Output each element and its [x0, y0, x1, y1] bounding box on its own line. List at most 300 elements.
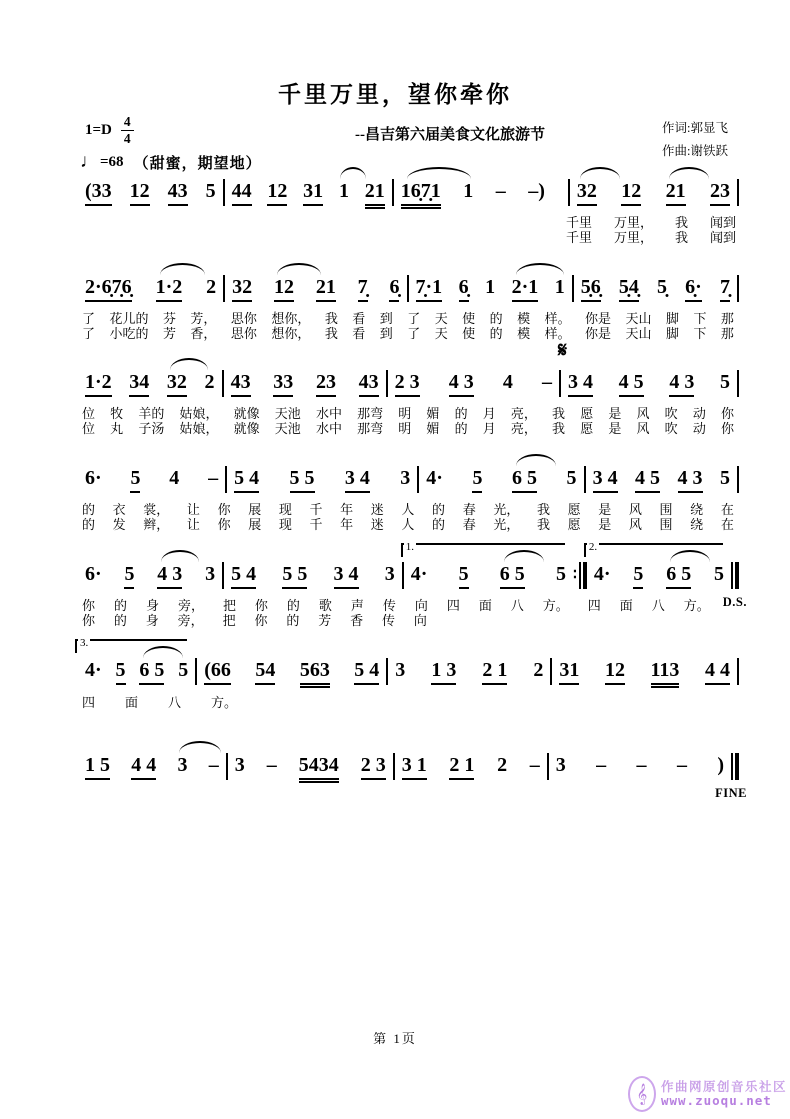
note: 5 [713, 563, 724, 585]
note: 1 [463, 180, 474, 202]
note: 1 5 [85, 753, 110, 780]
note: 113 [651, 658, 680, 685]
lyric-syllable: 想你， [271, 326, 311, 341]
lyric-syllable: 月 [482, 406, 496, 421]
lyric-syllable: 八 [167, 695, 181, 710]
measure [586, 466, 737, 493]
lyric-syllable: 到 [379, 326, 393, 341]
lyric-syllable: 天山 [625, 311, 652, 326]
lyric-syllable: 的 [454, 421, 468, 436]
note: (33 [85, 179, 112, 206]
lyric-syllable: 四 [446, 598, 460, 613]
lyric-syllable: 是 [608, 406, 622, 421]
time-signature-denominator: 4 [123, 130, 131, 146]
note: 12 [605, 658, 625, 685]
lyric-syllable: 到 [379, 311, 393, 326]
note: 6· [85, 563, 102, 585]
lyric-syllable: 向 [414, 598, 428, 613]
note: – [208, 467, 219, 489]
lyric-syllable: 风 [628, 517, 642, 532]
lyric-syllable: 风 [636, 406, 650, 421]
note: 1·2 [156, 275, 183, 302]
note: 12 [130, 179, 150, 206]
lyric-syllable: 的 [286, 613, 300, 628]
lyricist-credit: 作词:郭显飞 [662, 121, 728, 135]
lyric-syllable: 动 [692, 406, 706, 421]
note: 4 3 [678, 466, 703, 493]
barline [579, 562, 581, 589]
treble-clef-logo-icon [628, 1076, 656, 1112]
measure [78, 562, 222, 589]
lyric-syllable: 千 [309, 502, 323, 517]
repeat-dots: ∶ [573, 567, 577, 583]
lyric-syllable: 辫， [143, 517, 170, 532]
lyric-syllable: 你 [82, 598, 96, 613]
lyric-syllable: 愿 [567, 517, 581, 532]
note: 4 5 [635, 466, 660, 493]
lyric-syllable: 围 [659, 517, 673, 532]
measure [587, 541, 748, 609]
lyric-syllable: 万里， [613, 230, 653, 245]
measure [227, 466, 417, 493]
note: 3 4 [568, 370, 593, 397]
lyric-row [82, 518, 734, 532]
note: 5̣6̣ [581, 275, 601, 302]
fine-mark: FINE [715, 786, 747, 800]
note: 3 [395, 659, 406, 681]
lyric-syllable: 我 [674, 230, 688, 245]
lyric-syllable: 你 [254, 613, 268, 628]
barline [737, 466, 739, 493]
expression-text: （甜蜜，期望地） [133, 155, 262, 172]
score-line [78, 275, 739, 305]
measure [78, 370, 222, 397]
watermark [628, 1076, 787, 1112]
note: 3 1 [402, 753, 427, 780]
lyric-syllable: 春 [462, 517, 476, 532]
lyric-syllable: 旁， [177, 613, 204, 628]
lyric-syllable: 闻到 [709, 215, 736, 230]
lyric-syllable: 我 [674, 215, 688, 230]
measure [78, 637, 195, 685]
note: 23 [316, 370, 336, 397]
watermark-chinese: 作曲网原创音乐社区 [660, 1079, 787, 1094]
note: 5 4 [234, 466, 259, 493]
note: 1·2 [85, 370, 112, 397]
note: – [596, 754, 607, 776]
note: 12 [267, 179, 287, 206]
note: 43 [231, 370, 251, 397]
note: 2 [497, 754, 508, 776]
volta-number: 1. [405, 541, 414, 553]
lyric-syllable: 动 [692, 421, 706, 436]
lyric-syllable: 方。 [542, 598, 569, 613]
measure [574, 275, 737, 302]
note: 3 4 [334, 562, 359, 589]
lyric-syllable: 我 [536, 502, 550, 517]
lyric-syllable: 绕 [690, 517, 704, 532]
lyric-syllable: 你 [720, 421, 734, 436]
lyric-syllable: 吹 [664, 421, 678, 436]
lyric-syllable: 位 [82, 406, 96, 421]
note: 4 [502, 371, 513, 393]
lyric-syllable: 把 [222, 613, 236, 628]
score-line [78, 370, 739, 400]
note: 3 [234, 754, 245, 776]
score-line [78, 466, 739, 496]
lyric-syllable: 年 [340, 517, 354, 532]
lyric-syllable: 歌 [318, 598, 332, 613]
lyric-syllable: 四 [587, 598, 601, 613]
note: 23 [710, 179, 730, 206]
lyric-syllable: 天山 [625, 326, 652, 341]
measure [225, 179, 392, 206]
lyric-row [82, 312, 734, 326]
lyric-syllable: 了 [82, 311, 96, 326]
lyric-syllable: 身 [145, 598, 159, 613]
lyric-syllable: 现 [278, 502, 292, 517]
lyric-syllable: 思你 [230, 326, 257, 341]
volta-number: 3. [80, 637, 89, 649]
lyric-syllable: 看 [352, 311, 366, 326]
note: 3 [177, 754, 188, 776]
lyric-syllable: 脚 [665, 311, 679, 326]
measure [78, 179, 223, 206]
lyric-syllable: 你 [82, 613, 96, 628]
note: – [495, 180, 506, 202]
lyric-syllable: 衣 [112, 502, 126, 517]
lyric-row [82, 407, 734, 421]
lyric-syllable: 丸 [110, 421, 124, 436]
lyric-syllable: 身 [145, 613, 159, 628]
barline [737, 370, 739, 397]
lyric-syllable: 牧 [110, 406, 124, 421]
note: 5 [719, 467, 730, 489]
lyric-syllable: 了 [82, 326, 96, 341]
segno-icon: 𝄋 [558, 338, 568, 362]
measure [394, 179, 552, 206]
note: – [676, 754, 687, 776]
lyric-row [82, 696, 237, 710]
lyric-syllable: 香 [350, 613, 364, 628]
lyric-syllable: 你 [254, 598, 268, 613]
lyric-syllable: 明 [398, 406, 412, 421]
note: 5 [205, 180, 216, 202]
lyric-syllable: 水中 [315, 421, 342, 436]
quarter-note-icon: ♩ [80, 151, 99, 172]
note: 31 [559, 658, 579, 685]
note: 5 5 [290, 466, 315, 493]
note: 21 [316, 275, 336, 302]
measure [78, 466, 225, 493]
lyric-syllable: 你 [217, 517, 231, 532]
measure [78, 275, 223, 302]
lyric-syllable: 那 [720, 326, 734, 341]
lyric-syllable: 月 [482, 421, 496, 436]
lyric-syllable: 你 [217, 502, 231, 517]
lyric-syllable: 千里 [566, 230, 593, 245]
composer-credit: 作曲:谢铁跃 [662, 144, 728, 159]
note: 2 [206, 276, 217, 298]
song-subtitle: --昌吉第六届美食文化旅游节 [355, 127, 545, 143]
barline [731, 753, 733, 780]
lyric-syllable: 子汤 [138, 421, 165, 436]
lyric-row [566, 231, 736, 245]
lyric-syllable: 愿 [580, 406, 594, 421]
watermark-url: www.zuoqu.net [660, 1093, 772, 1108]
lyric-syllable: 我 [324, 326, 338, 341]
lyric-syllable: 姑娘， [179, 406, 219, 421]
lyric-syllable: 就像 [233, 421, 260, 436]
lyric-syllable: 风 [636, 421, 650, 436]
lyric-syllable: 芬 [162, 311, 176, 326]
note: 563 [300, 658, 330, 685]
lyric-syllable: 的 [82, 502, 96, 517]
lyric-syllable: 面 [478, 598, 492, 613]
lyric-syllable: 八 [510, 598, 524, 613]
note: 2 [204, 371, 215, 393]
lyric-syllable: 把 [222, 598, 236, 613]
note: 4 5 [619, 370, 644, 397]
measure [197, 658, 386, 685]
note: 5 4 [231, 562, 256, 589]
lyric-syllable: 是 [598, 517, 612, 532]
lyric-syllable: 人 [401, 502, 415, 517]
note: 5 4 [354, 658, 379, 685]
measure [224, 370, 386, 397]
note: 5 [459, 562, 469, 589]
note: 3 [384, 563, 395, 585]
lyric-syllable: 方。 [210, 695, 237, 710]
note: 4 [169, 467, 180, 489]
lyric-syllable: 亮， [510, 406, 537, 421]
barline [737, 179, 739, 206]
lyric-syllable: 四 [82, 695, 96, 710]
lyric-syllable: 我 [324, 311, 338, 326]
lyric-syllable: 小吃的 [109, 326, 149, 341]
note: 6 5 [139, 658, 164, 685]
lyric-row [82, 599, 710, 613]
note: 4 3 [669, 370, 694, 397]
note: 6̣· [685, 275, 702, 302]
volta-number: 2. [588, 541, 598, 553]
lyric-syllable: 模 [517, 326, 531, 341]
note: 43 [359, 370, 379, 397]
lyric-syllable: 八 [651, 598, 665, 613]
time-signature-numerator: 4 [121, 114, 134, 131]
lyric-syllable: 你是 [585, 311, 612, 326]
note: 5 [555, 563, 566, 585]
note: 5 [472, 466, 482, 493]
note: 12 [621, 179, 641, 206]
lyric-syllable: 了 [407, 326, 421, 341]
lyric-syllable: 了 [407, 311, 421, 326]
note: 6̣ [389, 275, 399, 302]
note: 2 [533, 659, 544, 681]
note: 6̣ [459, 275, 469, 302]
lyric-syllable: 下 [693, 311, 707, 326]
note: 5 5 [282, 562, 307, 589]
lyric-syllable: 天 [434, 326, 448, 341]
note: 12 [274, 275, 294, 302]
lyric-syllable: 千 [309, 517, 323, 532]
barline-thick [735, 562, 739, 589]
lyric-syllable: 那弯 [357, 406, 384, 421]
lyric-syllable: 的 [286, 598, 300, 613]
note: – [266, 754, 277, 776]
note: 6 5 [666, 562, 691, 589]
note: 34 [129, 370, 149, 397]
note: 32 [232, 275, 252, 302]
note: 1 [485, 276, 496, 298]
measure [419, 466, 583, 493]
note: – [636, 754, 647, 776]
lyric-syllable: 亮， [510, 421, 537, 436]
note: 4· [593, 563, 611, 585]
note: 1 [554, 276, 565, 298]
lyric-syllable: 面 [619, 598, 633, 613]
lyric-syllable: 闻到 [709, 230, 736, 245]
note: 4 4 [131, 753, 156, 780]
note: 2 3 [361, 753, 386, 780]
score-line [78, 637, 739, 688]
lyric-syllable: 千里 [566, 215, 593, 230]
note: 5 [178, 659, 189, 681]
note: 3 [205, 563, 216, 585]
lyric-syllable: 风 [628, 502, 642, 517]
measure [570, 179, 737, 206]
barline [737, 275, 739, 302]
lyric-syllable: 天池 [274, 406, 301, 421]
lyric-syllable: 绕 [690, 502, 704, 517]
barline-thick [735, 753, 739, 780]
lyric-syllable: 就像 [233, 406, 260, 421]
note: 32 [167, 370, 187, 397]
note: 2 3 [395, 370, 420, 397]
note: 3 [400, 467, 411, 489]
lyric-syllable: 向 [413, 613, 427, 628]
note: 4 3 [449, 370, 474, 397]
lyric-syllable: 是 [608, 421, 622, 436]
lyric-syllable: 旁， [177, 598, 204, 613]
note: 2·6̣7̣6̣ [85, 275, 132, 302]
barline [731, 562, 733, 589]
note: 5̣4̣ [619, 275, 639, 302]
lyric-syllable: 在 [720, 502, 734, 517]
lyric-syllable: 芳 [318, 613, 332, 628]
note: 5 [566, 467, 577, 489]
lyric-syllable: 羊的 [138, 406, 165, 421]
lyric-syllable: 水中 [315, 406, 342, 421]
lyric-syllable: 媚 [426, 421, 440, 436]
lyric-syllable: 位 [82, 421, 96, 436]
note: ) [717, 754, 724, 776]
key-label: 1=D [85, 121, 112, 138]
lyric-syllable: 样。 [544, 326, 571, 341]
lyric-row [566, 216, 736, 230]
lyric-syllable: 光， [493, 502, 520, 517]
note: 16̣7̣1 [401, 179, 441, 206]
note: 3 4 [345, 466, 370, 493]
note: 21 [365, 179, 385, 206]
lyric-syllable: 使 [462, 326, 476, 341]
note: 5 [116, 658, 126, 685]
note: – [542, 371, 552, 393]
lyric-row [82, 422, 734, 436]
lyric-syllable: 的 [113, 613, 127, 628]
note: 6· [85, 467, 102, 489]
lyric-syllable: 明 [398, 421, 412, 436]
note: 4· [410, 563, 428, 585]
note: 1 [338, 180, 349, 202]
lyric-syllable: 下 [693, 326, 707, 341]
lyric-syllable: 传 [382, 613, 396, 628]
measure [404, 541, 573, 589]
lyric-syllable: 传 [382, 598, 396, 613]
lyric-syllable: 那 [720, 311, 734, 326]
ds-mark: D.S. [722, 595, 748, 609]
note: 21 [666, 179, 686, 206]
lyric-syllable: 的 [489, 311, 503, 326]
lyric-syllable: 的 [432, 502, 446, 517]
lyric-syllable: 的 [113, 598, 127, 613]
measure [552, 658, 737, 685]
lyric-syllable: 发 [112, 517, 126, 532]
lyric-syllable: 人 [401, 517, 415, 532]
lyric-syllable: 迷 [370, 502, 384, 517]
note: 5434 [299, 753, 339, 780]
note: 54 [255, 658, 275, 685]
note: 2 1 [482, 658, 507, 685]
lyric-syllable: 天池 [274, 421, 301, 436]
note: 4 4 [705, 658, 730, 685]
measure [409, 275, 572, 302]
lyric-syllable: 那弯 [357, 421, 384, 436]
note: 4· [426, 467, 443, 489]
lyric-syllable: 迷 [370, 517, 384, 532]
lyric-syllable: 思你 [230, 311, 257, 326]
lyric-syllable: 让 [186, 502, 200, 517]
note: 6 5 [500, 562, 525, 589]
lyric-syllable: 万里， [613, 215, 653, 230]
note: 7̣·1 [416, 275, 443, 302]
tempo-value: =68 [100, 153, 124, 170]
note: 2·1 [512, 275, 539, 302]
measure [388, 658, 550, 685]
lyric-syllable: 围 [659, 502, 673, 517]
lyric-syllable: 看 [352, 326, 366, 341]
note: – [529, 754, 540, 776]
lyric-syllable: 愿 [580, 421, 594, 436]
lyric-syllable: 吹 [664, 406, 678, 421]
lyric-row [82, 327, 734, 341]
lyric-syllable: 方。 [683, 598, 710, 613]
note: 5 [719, 371, 730, 393]
note: 44 [232, 179, 252, 206]
watermark-text [661, 1080, 787, 1109]
measure [78, 753, 226, 780]
lyric-syllable: 脚 [665, 326, 679, 341]
lyric-syllable: 的 [489, 326, 503, 341]
note: 4 3 [157, 562, 182, 589]
lyric-syllable: 的 [454, 406, 468, 421]
lyric-syllable: 芳 [162, 326, 176, 341]
lyric-syllable: 媚 [426, 406, 440, 421]
note: 32 [577, 179, 597, 206]
lyric-syllable: 现 [278, 517, 292, 532]
treble-clef-glyph: 𝄞 [636, 1083, 648, 1104]
note: 31 [303, 179, 323, 206]
